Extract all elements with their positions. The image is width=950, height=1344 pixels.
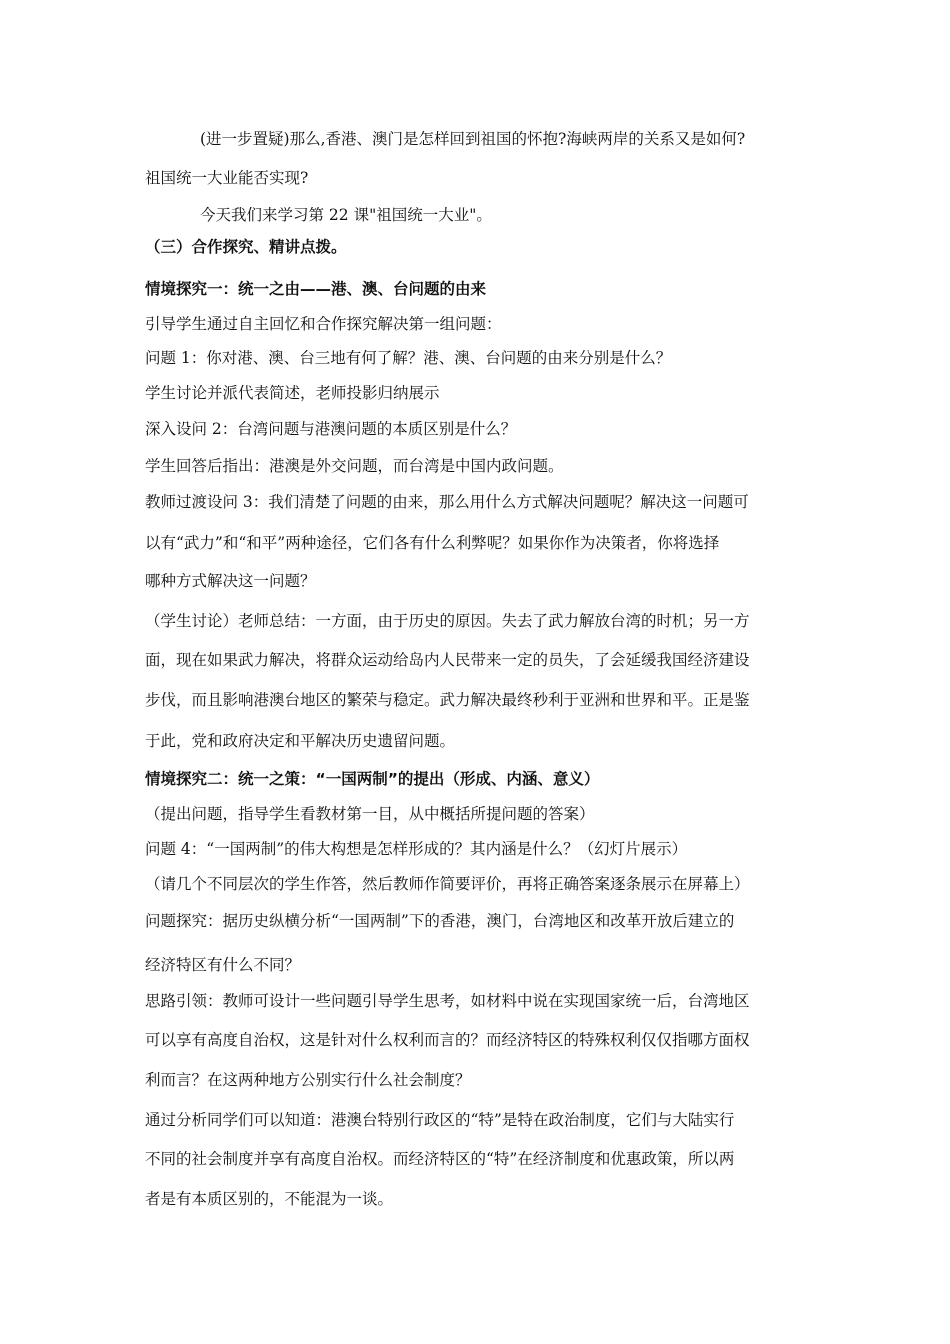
paragraph-line: （学生讨论）老师总结：一方面，由于历史的原因。失去了武力解放台湾的时机；另一方 [145, 612, 750, 630]
paragraph-line: 者是有本质区别的，不能混为一谈。 [145, 1190, 394, 1208]
paragraph-line: 利而言？在这两种地方公别实行什么社会制度？ [145, 1071, 471, 1089]
paragraph-line: 思路引领：教师可设计一些问题引导学生思考，如材料中说在实现国家统一后，台湾地区 [145, 992, 750, 1010]
paragraph-line: 步伐，而且影响港澳台地区的繁荣与稳定。武力解决最终秒利于亚洲和世界和平。正是鉴 [145, 691, 750, 709]
paragraph-line: 引导学生通过自主回忆和合作探究解决第一组问题： [145, 315, 502, 333]
paragraph-line: 不同的社会制度并享有高度自治权。而经济特区的“特”在经济制度和优惠政策，所以两 [145, 1150, 735, 1168]
section-heading: （三）合作探究、精讲点拨。 [145, 238, 347, 256]
paragraph-line: 今天我们来学习第 22 课"祖国统一大业"。 [200, 206, 492, 224]
paragraph-line: 问题探究：据历史纵横分析“一国两制”下的香港，澳门，台湾地区和改革开放后建立的 [145, 912, 735, 930]
paragraph-line: (进一步置疑)那么,香港、澳门是怎样回到祖国的怀抱?海峡两岸的关系又是如何? [200, 130, 746, 148]
paragraph-line: （请几个不同层次的学生作答，然后教师作简要评价，再将正确答案逐条展示在屏幕上） [145, 875, 750, 893]
section-heading: 情境探究一：统一之由——港、澳、台问题的由来 [145, 280, 487, 298]
paragraph-line: 可以享有高度自治权，这是针对什么权利而言的？而经济特区的特殊权利仅仅指哪方面权 [145, 1031, 750, 1049]
paragraph-line: 哪种方式解决这一问题？ [145, 572, 316, 590]
paragraph-line: 经济特区有什么不同？ [145, 956, 301, 974]
paragraph-line: 于此，党和政府决定和平解决历史遗留问题。 [145, 732, 456, 750]
paragraph-line: 祖国统一大业能否实现? [145, 169, 309, 187]
paragraph-line: 教师过渡设问 3：我们清楚了问题的由来，那么用什么方式解决问题呢？解决这一问题可 [145, 493, 749, 511]
paragraph-line: 面，现在如果武力解决，将群众运动给岛内人民带来一定的员失，了会延缓我国经济建设 [145, 651, 750, 669]
paragraph-line: 深入设问 2：台湾问题与港澳问题的本质区别是什么？ [145, 420, 517, 438]
paragraph-line: 问题 4：“一国两制”的伟大构想是怎样形成的？其内涵是什么？（幻灯片展示） [145, 840, 688, 858]
section-heading: 情境探究二：统一之策：“一国两制”的提出（形成、内涵、意义） [145, 770, 600, 788]
paragraph-line: （提出问题，指导学生看教材第一目，从中概括所提问题的答案） [145, 805, 595, 823]
paragraph-line: 学生讨论并派代表简述，老师投影归纳展示 [145, 384, 440, 402]
paragraph-line: 问题 1：你对港、澳、台三地有何了解？港、澳、台问题的由来分别是什么？ [145, 349, 672, 367]
paragraph-line: 以有“武力”和“和平”两种途径，它们各有什么利弊呢？如果你作为决策者，你将选择 [145, 534, 720, 552]
paragraph-line: 学生回答后指出：港澳是外交问题，而台湾是中国内政问题。 [145, 457, 564, 475]
paragraph-line: 通过分析同学们可以知道：港澳台特别行政区的“特”是特在政治制度，它们与大陆实行 [145, 1111, 735, 1129]
